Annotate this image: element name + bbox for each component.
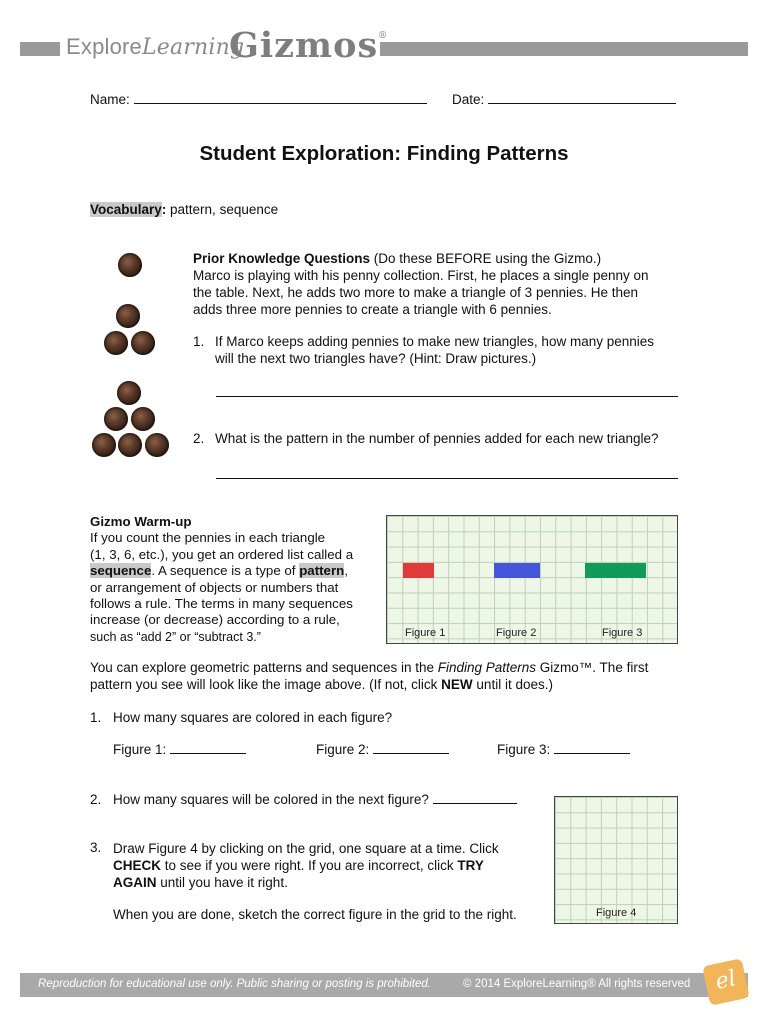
answer-line-fig1[interactable] [170,753,246,754]
q3-text: Draw Figure 4 by clicking on the grid, one square at a time. Click CHECK to see if you were right. If you are incorrect, click TRY AGAIN until you have it right. When you are done, sketch the correct figure in the grid to the right. [113,841,517,922]
explorelearning-logo-icon: el [702,958,749,1005]
pattern-grid [386,515,678,644]
penny [118,253,142,277]
footer-notice: Reproduction for educational use only. Public sharing or posting is prohibited. [38,978,431,990]
penny [118,433,142,457]
figure-1-label: Figure 1 [405,627,446,639]
q3-num: 3. [90,840,102,855]
name-line[interactable] [134,103,427,104]
penny [131,331,155,355]
explore-paragraph: You can explore geometric patterns and sequences in the Finding Patterns Gizmo™. The first pattern you see will look like the image above. (If not, click NEW until it does.) [90,660,649,692]
prior-q1-text: If Marco keeps adding pennies to make new triangles, how many pennies will the next two triangles have? (Hint: Draw pictures.) [215,334,655,366]
answer-line-q1[interactable] [216,396,678,397]
date-line[interactable] [488,103,676,104]
figure-4-grid[interactable] [554,796,678,924]
answer-line-fig2[interactable] [373,753,449,754]
penny [116,304,140,328]
page-title: Student Exploration: Finding Patterns [199,142,569,165]
penny [131,407,155,431]
answer-line-fig3[interactable] [554,753,630,754]
q2-num: 2. [90,792,102,807]
figure-2-label: Figure 2 [496,627,537,639]
q2-text[interactable]: How many squares will be colored in the next figure? [113,792,517,807]
date-field[interactable]: Date: [452,92,676,107]
q1-figure-2[interactable]: Figure 2: [316,742,449,757]
header-bar-right [380,42,748,56]
prior-q1: 1. [193,334,205,349]
figure-3-squares [585,563,646,578]
prior-q2-text: What is the pattern in the number of pennies added for each new triangle? [215,431,659,446]
prior-q2-num: 2. [193,431,205,446]
name-field[interactable]: Name: [90,92,427,107]
penny [92,433,116,457]
vocabulary: Vocabulary: pattern, sequence [90,202,279,217]
brand-explorelearning: ExploreLearning [66,34,245,60]
q1-figure-1[interactable]: Figure 1: [113,742,246,757]
brand-gizmos: Gizmos® [229,25,389,66]
penny [104,407,128,431]
figure-4-label: Figure 4 [596,907,637,919]
penny [104,331,128,355]
answer-line-next[interactable] [433,803,517,804]
figure-1-squares [403,563,434,578]
figure-3-label: Figure 3 [602,627,643,639]
answer-line-q2[interactable] [216,478,678,479]
footer-copyright: © 2014 ExploreLearning® All rights reserved [463,978,691,990]
header-bar-left [20,42,60,56]
q1-text: How many squares are colored in each figure? [113,710,393,725]
penny [117,381,141,405]
figure-2-squares [494,563,540,578]
penny [145,433,169,457]
gizmo-warmup: Gizmo Warm-up If you count the pennies in each triangle (1, 3, 6, etc.), you get an ordered list called a sequence. A sequence is a type of pattern, or arrangement of objects or numbers that follows a rule. The terms in many sequences increase (or decrease) according to a rule, such as “add 2” or “subtract 3.” [90,514,354,644]
q1-num: 1. [90,710,102,725]
prior-knowledge: Prior Knowledge Questions (Do these BEFORE using the Gizmo.) Marco is playing with his penny collection. First, he places a single penny on the table. Next, he adds two more to make a triangle of 3 pennies. He then adds three more pennies to create a triangle with 6 pennies. [193,251,649,317]
q1-figure-3[interactable]: Figure 3: [497,742,630,757]
